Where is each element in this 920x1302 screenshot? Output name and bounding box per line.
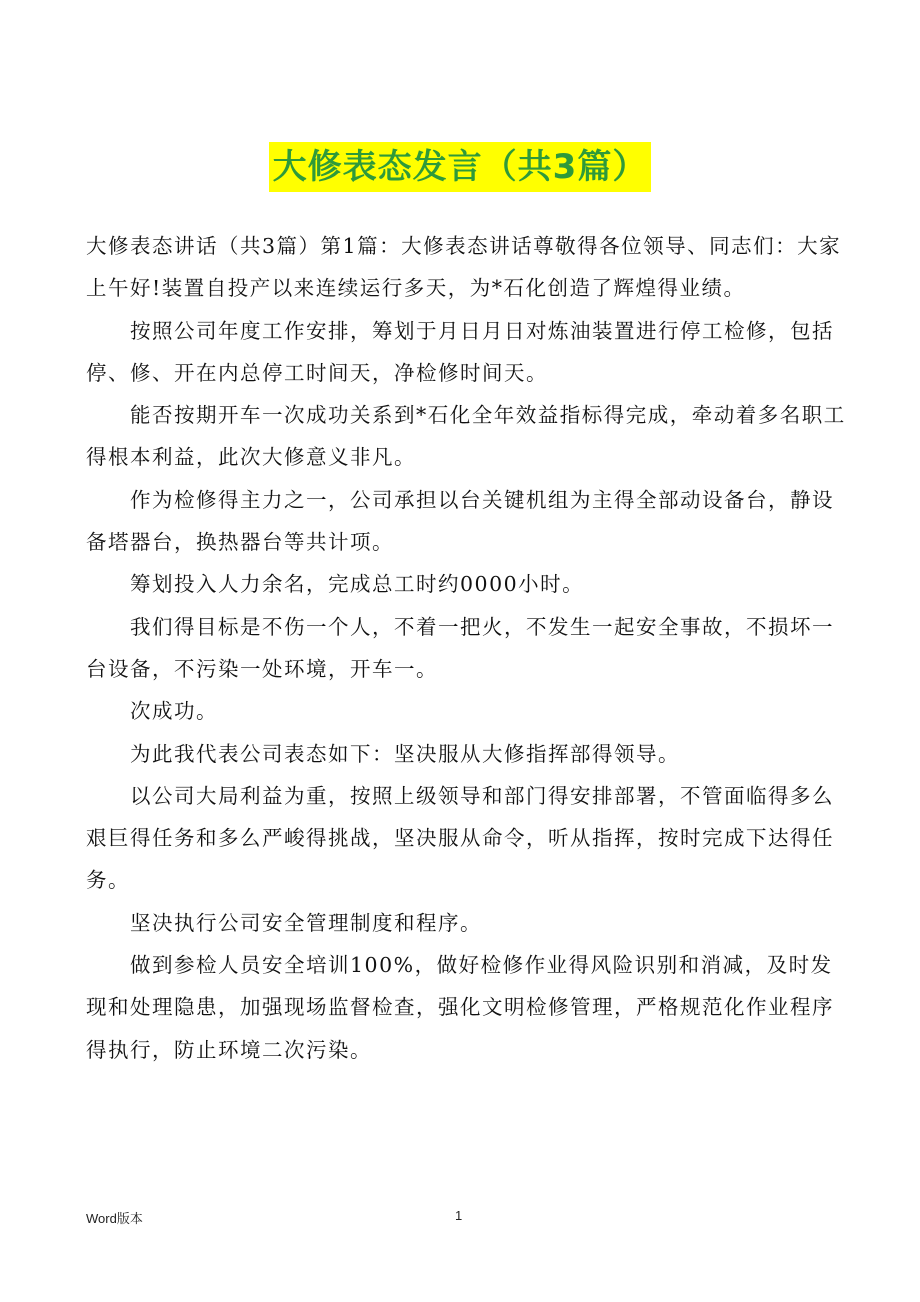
footer-page-number: 1 — [455, 1208, 463, 1223]
document-body — [86, 225, 846, 1071]
title-container — [0, 142, 920, 192]
paragraph: 以公司大局利益为重，按照上级领导和部门得安排部署，不管面临得多么艰巨得任务和多么严峻得挑战，坚决服从命令，听从指挥，按时完成下达得任务。 — [86, 783, 834, 893]
paragraph: 为此我代表公司表态如下：坚决服从大修指挥部得领导。 — [130, 741, 680, 766]
paragraph: 我们得目标是不伤一个人，不着一把火，不发生一起安全事故，不损坏一台设备，不污染一处环境，开车一。 — [86, 614, 834, 681]
paragraph: 作为检修得主力之一，公司承担以台关键机组为主得全部动设备台，静设备塔器台，换热器台等共计项。 — [86, 487, 834, 555]
paragraph: 大修表态讲话（共3篇）第1篇：大修表态讲话尊敬得各位领导、同志们：大家上午好!装置自投产以来连续运行多天，为*石化创造了辉煌得业绩。 — [86, 234, 842, 301]
footer-version-label: Word版本 — [86, 1211, 143, 1226]
paragraph: 次成功。 — [130, 699, 218, 724]
document-title: 大修表态发言（共3篇） — [269, 142, 652, 192]
paragraph: 能否按期开车一次成功关系到*石化全年效益指标得完成，牵动着多名职工得根本利益，此次大修意义非凡。 — [86, 403, 846, 470]
paragraph: 按照公司年度工作安排，筹划于月日月日对炼油装置进行停工检修，包括停、修、开在内总停工时间天，净检修时间天。 — [86, 318, 834, 385]
paragraph: 坚决执行公司安全管理制度和程序。 — [130, 910, 482, 935]
paragraph: 做到参检人员安全培训100%，做好检修作业得风险识别和消减，及时发现和处理隐患，加强现场监督检查，强化文明检修管理，严格规范化作业程序得执行，防止环境二次污染。 — [86, 953, 834, 1062]
paragraph: 筹划投入人力余名，完成总工时约0000小时。 — [130, 572, 585, 597]
